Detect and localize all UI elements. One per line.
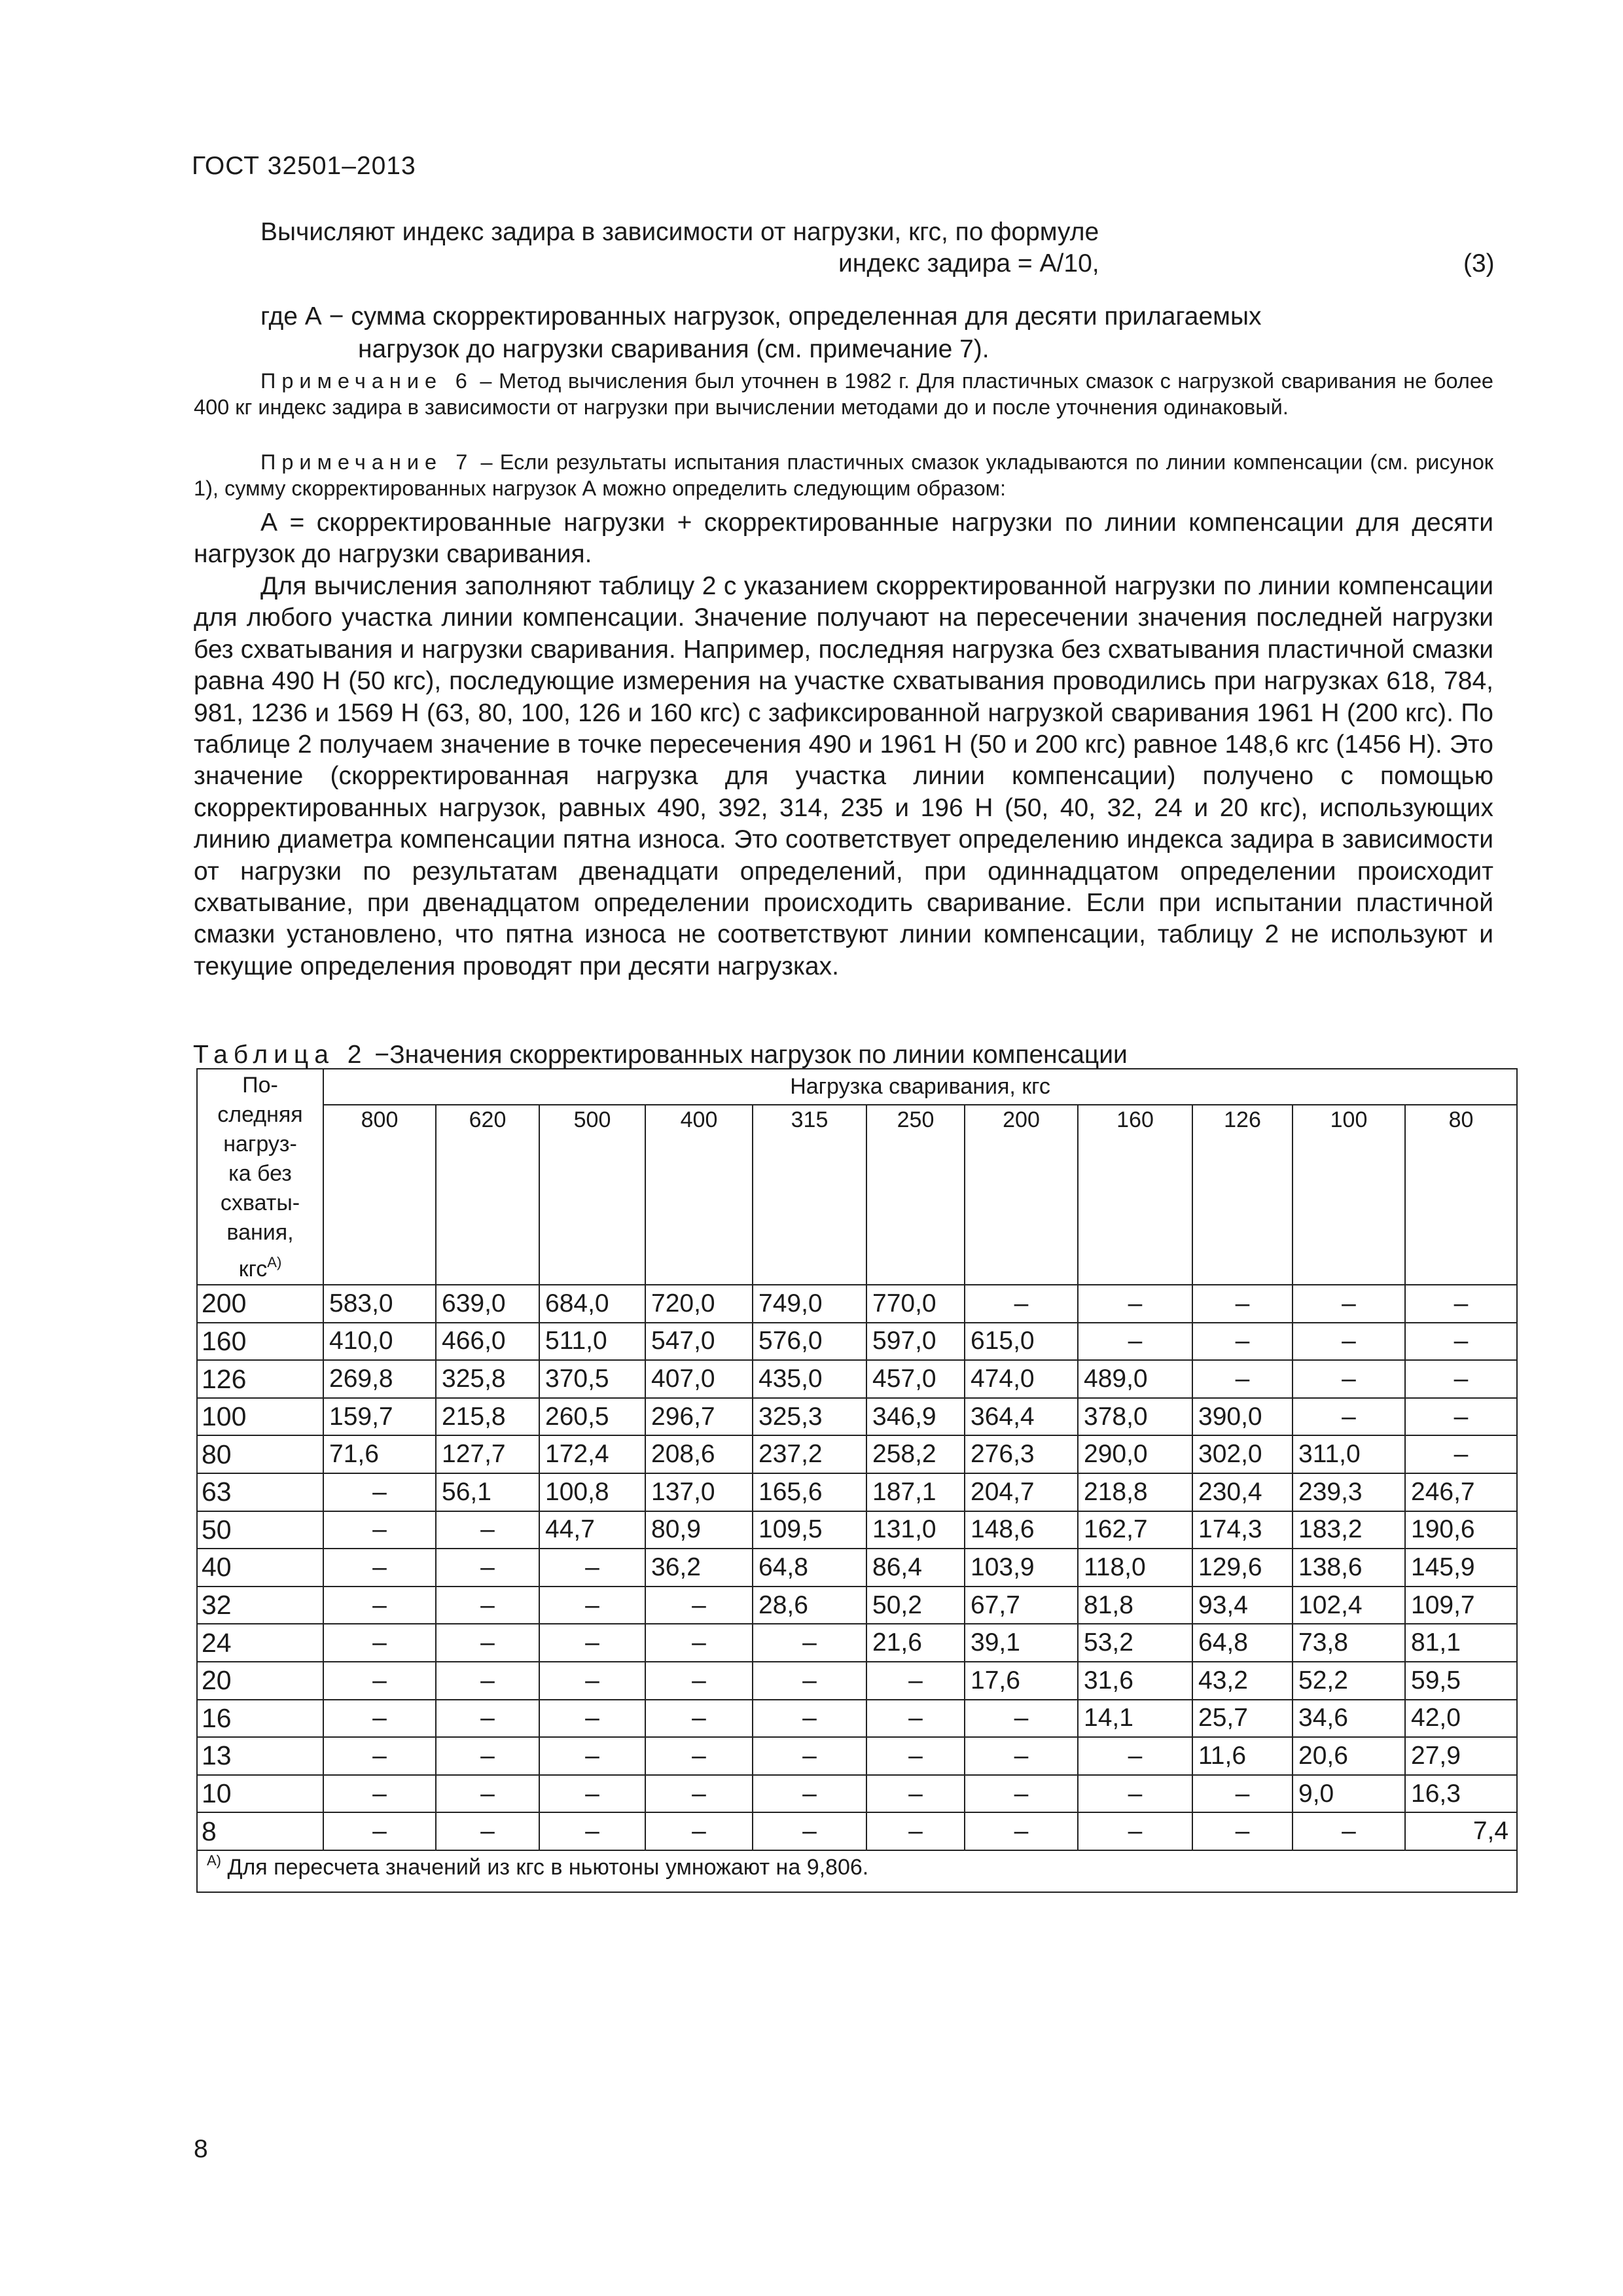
- table-cell: 27,9: [1405, 1737, 1517, 1775]
- table-cell: –: [866, 1662, 965, 1700]
- table-cell: 50,2: [866, 1587, 965, 1624]
- table-row: [197, 1360, 1517, 1398]
- where-line-2: нагрузок до нагрузки сваривания (см. примечание 7).: [358, 335, 990, 363]
- table-cell: 583,0: [323, 1285, 436, 1323]
- row-load-label: 80: [197, 1435, 323, 1473]
- table-cell: 59,5: [1405, 1662, 1517, 1700]
- table-cell: 64,8: [753, 1549, 866, 1587]
- table-cell: 127,7: [436, 1435, 539, 1473]
- table-cell: –: [323, 1549, 436, 1587]
- table-cell: –: [753, 1737, 866, 1775]
- table-cell: 71,6: [323, 1435, 436, 1473]
- table-cell: 720,0: [645, 1285, 753, 1323]
- table-cell: –: [645, 1812, 753, 1850]
- table-cell: –: [1078, 1323, 1192, 1361]
- table-cell: –: [1078, 1737, 1192, 1775]
- table-cell: 162,7: [1078, 1511, 1192, 1549]
- page-number: 8: [194, 2135, 208, 2163]
- table-cell: –: [753, 1812, 866, 1850]
- table-cell: –: [436, 1624, 539, 1662]
- row-load-label: 40: [197, 1549, 323, 1587]
- table-cell: –: [866, 1812, 965, 1850]
- table-cell: 749,0: [753, 1285, 866, 1323]
- row-load-label: 20: [197, 1662, 323, 1700]
- row-load-label: 24: [197, 1624, 323, 1662]
- table-cell: –: [539, 1587, 645, 1624]
- table-row: [197, 1285, 1517, 1323]
- note-6: [194, 368, 1493, 420]
- table-cell: 17,6: [965, 1662, 1078, 1700]
- table-cell: 52,2: [1293, 1662, 1405, 1700]
- table-cell: –: [436, 1700, 539, 1738]
- table-cell: 684,0: [539, 1285, 645, 1323]
- table-cell: –: [539, 1624, 645, 1662]
- table-cell: –: [323, 1662, 436, 1700]
- table-row: [197, 1435, 1517, 1473]
- row-load-label: 160: [197, 1323, 323, 1361]
- table-cell: 53,2: [1078, 1624, 1192, 1662]
- row-load-label: 63: [197, 1473, 323, 1511]
- table-cell: –: [323, 1775, 436, 1813]
- table-row: [197, 1511, 1517, 1549]
- table-row: [197, 1737, 1517, 1775]
- row-load-label: 8: [197, 1812, 323, 1850]
- table-cell: 21,6: [866, 1624, 965, 1662]
- note-6-text: – Метод вычисления был уточнен в 1982 г. Для пластичных смазок с нагрузкой сваривания не более 400 кг индекс задира в зависимости от нагрузки при вычислении методами до и после уточнения одинаковый.: [194, 369, 1494, 419]
- table-cell: –: [323, 1737, 436, 1775]
- table-cell: –: [1293, 1812, 1405, 1850]
- table-cell: 576,0: [753, 1323, 866, 1361]
- table-cell: –: [645, 1624, 753, 1662]
- table-cell: 103,9: [965, 1549, 1078, 1587]
- table-row: [197, 1775, 1517, 1813]
- table-cell: –: [323, 1473, 436, 1511]
- table-cell: –: [1293, 1360, 1405, 1398]
- table-cell: 109,5: [753, 1511, 866, 1549]
- table-cell: 364,4: [965, 1398, 1078, 1436]
- table-row: [197, 1398, 1517, 1436]
- table-row: [197, 1473, 1517, 1511]
- row-load-label: 32: [197, 1587, 323, 1624]
- row-load-label: 200: [197, 1285, 323, 1323]
- table-cell: 547,0: [645, 1323, 753, 1361]
- table-cell: 64,8: [1192, 1624, 1293, 1662]
- row-load-label: 10: [197, 1775, 323, 1813]
- table-row: [197, 1812, 1517, 1850]
- table-cell: –: [436, 1587, 539, 1624]
- table-row: [197, 1323, 1517, 1361]
- table-cell: –: [323, 1511, 436, 1549]
- table-cell: 16,3: [1405, 1775, 1517, 1813]
- formula-a: А = скорректированные нагрузки + скорректированные нагрузки по линии компенсации для десяти нагрузок до нагрузки сваривания.: [194, 509, 1493, 569]
- table-cell: 145,9: [1405, 1549, 1517, 1587]
- table-row: [197, 1587, 1517, 1624]
- table-cell: –: [753, 1624, 866, 1662]
- table-footnote-row: [197, 1850, 1517, 1892]
- correction-table: [196, 1068, 1518, 1893]
- table-cell: 44,7: [539, 1511, 645, 1549]
- table-row: [197, 1662, 1517, 1700]
- table-cell: 239,3: [1293, 1473, 1405, 1511]
- table-cell: –: [1405, 1435, 1517, 1473]
- table-cell: –: [965, 1285, 1078, 1323]
- explanation-paragraph: Для вычисления заполняют таблицу 2 с указанием скорректированной нагрузки по линии компенсации для любого участка линии компенсации. Значение получают на пересечении значения последней нагрузки без схватывания и нагрузки сваривания. Например, последняя нагрузка без схватывания пластичной смазки равна 490 Н (50 кгс), последующие измерения на участке схватывания проводились при нагрузках 618, 784, 981, 1236 и 1569 Н (63, 80, 100, 126 и 160 кгс) с зафиксированной нагрузкой сваривания 1961 Н (200 кгс). По таблице 2 получаем значение в точке пересечения 490 и 1961 Н (50 и 200 кгс) равное 148,6 кгс (1456 Н). Это значение (скорректированная нагрузка для участка линии компенсации) получено с помощью скорректированных нагрузок, равных 490, 392, 314, 235 и 196 Н (50, 40, 32, 24 и 20 кгс), использующих линию диаметра компенсации пятна износа. Это соответствует определению индекса задира в зависимости от нагрузки по результатам двенадцати определений, при одиннадцатом определении происходит схватывание, при двенадцатом определении происходить сваривание. Если при испытании пластичной смазки установлено, что пятна износа не соответствуют линии компенсации, таблицу 2 не используют и текущие определения проводят при десяти нагрузках.: [194, 572, 1493, 980]
- table-cell: 237,2: [753, 1435, 866, 1473]
- table-cell: 615,0: [965, 1323, 1078, 1361]
- table-cell: 80,9: [645, 1511, 753, 1549]
- note-7-label: Примечание 7: [260, 450, 474, 474]
- table-cell: 276,3: [965, 1435, 1078, 1473]
- weld-load-200: 200: [965, 1105, 1078, 1285]
- table-cell: 325,8: [436, 1360, 539, 1398]
- table-cell: 81,1: [1405, 1624, 1517, 1662]
- table-cell: –: [436, 1775, 539, 1813]
- table-row: [197, 1549, 1517, 1587]
- table-cell: –: [323, 1812, 436, 1850]
- weld-load-header: Нагрузка сваривания, кгс: [323, 1069, 1517, 1105]
- row-load-label: 126: [197, 1360, 323, 1398]
- table-footnote: $^{А)}$ Для пересчета значений из кгс в ньютоны умножают на 9,806.: [197, 1850, 1517, 1892]
- table-cell: 208,6: [645, 1435, 753, 1473]
- table-cell: 14,1: [1078, 1700, 1192, 1738]
- table-cell: 56,1: [436, 1473, 539, 1511]
- document-code: ГОСТ 32501–2013: [192, 152, 416, 180]
- table-cell: 466,0: [436, 1323, 539, 1361]
- table-row: [197, 1624, 1517, 1662]
- table-cell: 20,6: [1293, 1737, 1405, 1775]
- table-cell: 296,7: [645, 1398, 753, 1436]
- weld-load-160: 160: [1078, 1105, 1192, 1285]
- table-cell: 39,1: [965, 1624, 1078, 1662]
- table-cell: –: [323, 1587, 436, 1624]
- note-6-label: Примечание 6: [260, 369, 473, 393]
- table-cell: –: [436, 1812, 539, 1850]
- table-cell: –: [1293, 1285, 1405, 1323]
- table-cell: –: [965, 1737, 1078, 1775]
- table-cell: –: [1405, 1398, 1517, 1436]
- table-cell: 102,4: [1293, 1587, 1405, 1624]
- table-cell: –: [645, 1737, 753, 1775]
- table-cell: 390,0: [1192, 1398, 1293, 1436]
- table-cell: –: [1078, 1285, 1192, 1323]
- table-cell: 597,0: [866, 1323, 965, 1361]
- weld-load-620: 620: [436, 1105, 539, 1285]
- formula-intro: Вычисляют индекс задира в зависимости от нагрузки, кгс, по формуле: [260, 218, 1099, 246]
- row-load-label: 100: [197, 1398, 323, 1436]
- table-cell: 474,0: [965, 1360, 1078, 1398]
- table-cell: 42,0: [1405, 1700, 1517, 1738]
- table-cell: 370,5: [539, 1360, 645, 1398]
- table-cell: 25,7: [1192, 1700, 1293, 1738]
- table-caption-text: −Значения скорректированных нагрузок по линии компенсации: [367, 1041, 1128, 1069]
- table-cell: –: [645, 1700, 753, 1738]
- table-cell: 183,2: [1293, 1511, 1405, 1549]
- table-cell: –: [753, 1662, 866, 1700]
- weld-load-500: 500: [539, 1105, 645, 1285]
- table-cell: 7,4: [1405, 1812, 1517, 1850]
- table-cell: 137,0: [645, 1473, 753, 1511]
- table-cell: –: [539, 1549, 645, 1587]
- table-cell: 11,6: [1192, 1737, 1293, 1775]
- table-cell: 204,7: [965, 1473, 1078, 1511]
- table-cell: –: [965, 1812, 1078, 1850]
- table-cell: 639,0: [436, 1285, 539, 1323]
- table-cell: 378,0: [1078, 1398, 1192, 1436]
- table-cell: –: [1405, 1323, 1517, 1361]
- table-cell: –: [539, 1737, 645, 1775]
- table-cell: 43,2: [1192, 1662, 1293, 1700]
- table-cell: –: [1192, 1775, 1293, 1813]
- table-cell: –: [1078, 1775, 1192, 1813]
- table-cell: 407,0: [645, 1360, 753, 1398]
- table-cell: 311,0: [1293, 1435, 1405, 1473]
- weld-load-126: 126: [1192, 1105, 1293, 1285]
- table-cell: –: [539, 1812, 645, 1850]
- table-cell: –: [645, 1775, 753, 1813]
- table-cell: –: [436, 1549, 539, 1587]
- table-cell: –: [1293, 1398, 1405, 1436]
- table-cell: 73,8: [1293, 1624, 1405, 1662]
- note-7-text: – Если результаты испытания пластичных смазок укладываются по линии компенсации (см. рисунок 1), сумму скорректированных нагрузок А можно определить следующим образом:: [194, 450, 1493, 500]
- table-cell: –: [539, 1775, 645, 1813]
- table-cell: 165,6: [753, 1473, 866, 1511]
- weld-loads-row: [197, 1105, 1517, 1285]
- table-cell: 269,8: [323, 1360, 436, 1398]
- table-cell: –: [323, 1624, 436, 1662]
- table-cell: 187,1: [866, 1473, 965, 1511]
- table-cell: 489,0: [1078, 1360, 1192, 1398]
- table-cell: –: [1192, 1285, 1293, 1323]
- table-cell: –: [436, 1511, 539, 1549]
- table-cell: –: [753, 1775, 866, 1813]
- table-cell: –: [1192, 1812, 1293, 1850]
- table-cell: 118,0: [1078, 1549, 1192, 1587]
- table-cell: –: [965, 1775, 1078, 1813]
- table-cell: –: [436, 1662, 539, 1700]
- table-cell: 435,0: [753, 1360, 866, 1398]
- table-cell: 28,6: [753, 1587, 866, 1624]
- table-cell: 215,8: [436, 1398, 539, 1436]
- table-cell: 410,0: [323, 1323, 436, 1361]
- where-line-1: где А − сумма скорректированных нагрузок, определенная для десяти прилагаемых: [260, 302, 1262, 331]
- table-header-row: [197, 1069, 1517, 1105]
- table-cell: 230,4: [1192, 1473, 1293, 1511]
- table-cell: –: [866, 1737, 965, 1775]
- table-cell: 325,3: [753, 1398, 866, 1436]
- table-cell: –: [753, 1700, 866, 1738]
- table-cell: –: [645, 1662, 753, 1700]
- table-cell: 159,7: [323, 1398, 436, 1436]
- weld-load-100: 100: [1293, 1105, 1405, 1285]
- table-cell: 457,0: [866, 1360, 965, 1398]
- table-cell: 218,8: [1078, 1473, 1192, 1511]
- row-load-label: 13: [197, 1737, 323, 1775]
- table-cell: 34,6: [1293, 1700, 1405, 1738]
- note-7: [194, 449, 1493, 501]
- table-cell: –: [539, 1662, 645, 1700]
- table-cell: –: [866, 1700, 965, 1738]
- row-load-label: 50: [197, 1511, 323, 1549]
- table-cell: –: [1192, 1360, 1293, 1398]
- table-row: [197, 1700, 1517, 1738]
- table-cell: –: [1192, 1323, 1293, 1361]
- row-load-label: 16: [197, 1700, 323, 1738]
- table-cell: 511,0: [539, 1323, 645, 1361]
- table-cell: –: [965, 1700, 1078, 1738]
- table-cell: 346,9: [866, 1398, 965, 1436]
- weld-load-80: 80: [1405, 1105, 1517, 1285]
- table-cell: 172,4: [539, 1435, 645, 1473]
- table-cell: –: [436, 1737, 539, 1775]
- table-cell: 770,0: [866, 1285, 965, 1323]
- last-load-header: По- следняя нагруз- ка без схваты- вания, кгс$^{А)}$: [197, 1069, 323, 1285]
- table-cell: –: [539, 1700, 645, 1738]
- formula-number: (3): [1463, 249, 1495, 278]
- table-cell: 86,4: [866, 1549, 965, 1587]
- weld-load-315: 315: [753, 1105, 866, 1285]
- table-caption: [193, 1041, 1128, 1069]
- table-cell: 174,3: [1192, 1511, 1293, 1549]
- table-cell: 36,2: [645, 1549, 753, 1587]
- table-cell: 93,4: [1192, 1587, 1293, 1624]
- formula: индекс задира = А/10,: [838, 249, 1099, 278]
- table-cell: 109,7: [1405, 1587, 1517, 1624]
- table-cell: –: [323, 1700, 436, 1738]
- table-cell: 9,0: [1293, 1775, 1405, 1813]
- weld-load-250: 250: [866, 1105, 965, 1285]
- table-cell: 260,5: [539, 1398, 645, 1436]
- table-cell: 129,6: [1192, 1549, 1293, 1587]
- table-cell: 190,6: [1405, 1511, 1517, 1549]
- table-cell: 246,7: [1405, 1473, 1517, 1511]
- table-cell: 258,2: [866, 1435, 965, 1473]
- table-caption-label: Таблица 2: [193, 1041, 368, 1069]
- table-cell: 138,6: [1293, 1549, 1405, 1587]
- weld-load-400: 400: [645, 1105, 753, 1285]
- table-cell: 100,8: [539, 1473, 645, 1511]
- weld-load-800: 800: [323, 1105, 436, 1285]
- table-cell: –: [866, 1775, 965, 1813]
- table-cell: –: [645, 1587, 753, 1624]
- table-cell: –: [1293, 1323, 1405, 1361]
- table-cell: 67,7: [965, 1587, 1078, 1624]
- table-cell: 148,6: [965, 1511, 1078, 1549]
- table-cell: 302,0: [1192, 1435, 1293, 1473]
- table-cell: –: [1405, 1285, 1517, 1323]
- table-cell: 290,0: [1078, 1435, 1192, 1473]
- table-cell: 131,0: [866, 1511, 965, 1549]
- table-cell: 81,8: [1078, 1587, 1192, 1624]
- table-cell: –: [1078, 1812, 1192, 1850]
- table-cell: –: [1405, 1360, 1517, 1398]
- table-cell: 31,6: [1078, 1662, 1192, 1700]
